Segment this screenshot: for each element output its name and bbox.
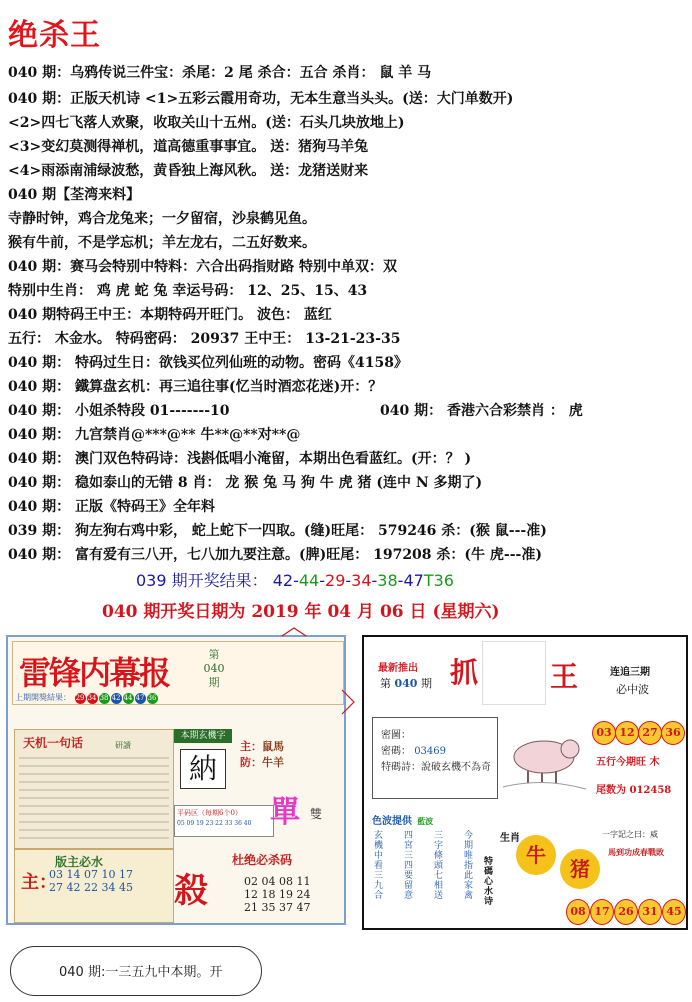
bxs-title: 版主必水	[55, 855, 104, 869]
paper-left-name: 雷锋内幕报	[19, 654, 170, 692]
period-unit: 期	[208, 676, 220, 689]
result-number: -	[293, 571, 299, 590]
p2-name-right: 王	[550, 660, 579, 693]
text-line: <3>变幻莫测得禅机，道高德重事事宜。 送：猪狗马羊兔	[8, 139, 369, 155]
text-line: <2>四七飞落人欢聚，收取关山十五州。(送：石头几块放地上)	[8, 115, 405, 131]
text-line: 寺静时钟，鸡合龙兔来；一夕留宿，沙泉鹤见鱼。	[8, 211, 316, 227]
zodiac-star: 牛	[516, 835, 556, 875]
mashang-text: 馬到功成春戰敗	[608, 847, 664, 857]
prev-ball: 38	[99, 694, 109, 702]
prev-result-row	[15, 692, 158, 704]
number-ball: 31	[638, 899, 662, 925]
text-line: 猴有牛前，不是学忘机；羊左龙右，二五好数来。	[8, 235, 316, 251]
newspaper-right	[362, 635, 688, 930]
poem-column: 四宮三四要留意	[404, 831, 414, 901]
weishu-line: 尾数为 012458	[596, 785, 672, 796]
zodiac-star: 猪	[560, 849, 600, 889]
p2-key-box	[372, 717, 498, 799]
number-ball: 36	[661, 721, 685, 745]
zhu-value: 鼠馬	[262, 740, 284, 753]
text-line: 040 期： 稳如泰山的无错 8 肖： 龙 猴 兔 马 狗 牛 虎 猪 (连中 N 多期了)	[8, 475, 483, 491]
p2-lianzhui: 连追三期	[610, 667, 650, 678]
result-number: 47	[403, 571, 424, 590]
text-line: 039 期： 狗左狗右鸡中彩， 蛇上蛇下一四取。(缝)旺尾： 579246 杀：(猴 鼠---准)	[8, 523, 547, 539]
result-number: 38	[377, 571, 398, 590]
hk-line: 040 期： 香港六合彩禁肖 ： 虎	[380, 403, 583, 419]
sx-big: 殺	[174, 871, 208, 911]
sx-nums	[244, 875, 310, 914]
p2-name-left: 抓	[450, 656, 479, 689]
prev-ball: 44	[123, 694, 133, 702]
cloud-text: 040 期:一三五九中本期。开	[59, 965, 223, 980]
zhu-label: 主：	[240, 740, 262, 753]
text-line: 040 期： 九宫禁肖@***@** 牛**@**对**@	[8, 427, 301, 443]
speech-cloud	[10, 946, 262, 996]
result-number: T36	[423, 571, 454, 590]
bxs-nums-row: 03 14 07 10 17	[49, 868, 133, 881]
p2-blank-box	[482, 641, 546, 705]
tianji-rows-graphic	[19, 752, 169, 842]
result-number: -	[371, 571, 378, 590]
text-line: <4>雨添南浦绿波愁，黄昏独上海风秋。 送：龙猪送财来	[8, 163, 369, 179]
text-line: 040 期特码王中王：本期特码开旺门。 波色： 蓝红	[8, 307, 332, 323]
key-label-3: 特碼詩：	[381, 762, 421, 773]
key-value-3: 說破玄機不為奇	[421, 762, 491, 773]
text-line: 040 期： 鐵算盘玄机：再三追往事(忆当时酒恋花迷)开：？	[8, 379, 383, 395]
pin-box	[174, 805, 274, 837]
shengxiao-label: 生肖	[500, 833, 520, 844]
text-line: 040 期： 小姐杀特段 01-------10	[8, 403, 230, 419]
fang-label: 防：	[240, 756, 262, 769]
yijue-text: 一字記之曰：威	[602, 830, 658, 839]
poem-column: 玄機中看三九合	[374, 831, 384, 901]
result-number: 42	[272, 571, 294, 590]
poem-column: 三字條頭七相送	[434, 831, 444, 901]
number-ball: 26	[614, 899, 638, 925]
red-arrow-decoration	[280, 626, 360, 722]
text-line: 五行： 木金水。 特码密码： 20937 王中王： 13-21-23-35	[8, 331, 401, 347]
result-number: 44	[298, 571, 320, 590]
prev-ball: 47	[135, 694, 145, 702]
key-label-1: 密圖：	[381, 730, 411, 741]
result-line	[136, 568, 454, 591]
wuxing-line: 五行今期旺 木	[596, 757, 660, 768]
p2-period-unit: 期	[420, 677, 432, 690]
prev-ball: 36	[147, 694, 157, 702]
prev-ball: 42	[111, 694, 121, 702]
p2-new-label: 最新推出	[378, 663, 418, 674]
p2-key-lines	[381, 728, 491, 776]
text-line: 040 期： 正版《特码王》全年料	[8, 499, 215, 515]
text-line: 040 期： 澳门双色特码诗：浅斟低唱小淹留，本期出色看蓝红。(开：？ )	[8, 451, 472, 467]
shaxiao-box	[174, 849, 344, 921]
number-ball: 45	[662, 899, 686, 925]
pig-illustration	[498, 717, 588, 795]
plate-char: 納	[180, 749, 226, 789]
result-prefix: 039 期开奖结果：	[136, 571, 268, 590]
p2-period	[380, 675, 432, 691]
tianji-box	[14, 729, 174, 849]
paper-left-period	[199, 648, 229, 696]
sebo-sub: 藍波	[417, 816, 434, 826]
result-number: 29	[325, 571, 346, 590]
key-label-2: 密碼：	[381, 746, 411, 757]
number-ball: 27	[638, 721, 662, 745]
draw-date: 040 期开奖日期为 2019 年 04 月 06 日 (星期六)	[102, 602, 500, 622]
text-line: 040 期： 特码过生日：欲钱买位列仙班的动物。密码《4158》	[8, 355, 408, 371]
bxs-nums-row: 27 42 22 34 45	[49, 881, 133, 894]
bxs-box	[14, 849, 174, 923]
text-line: 040 期：乌鸦传说三件宝：杀尾：2 尾 杀合：五合 杀肖： 鼠 羊 马	[8, 65, 432, 81]
zhu-fang	[240, 739, 284, 771]
tianji-title: 天机一句话	[23, 736, 84, 750]
number-ball: 08	[566, 899, 590, 925]
period-label: 第	[208, 648, 220, 661]
prev-ball: 29	[75, 694, 85, 702]
sx-title: 杜绝必杀码	[232, 853, 293, 867]
text-line: 040 期【荃湾来料】	[8, 187, 141, 203]
page-title: 绝杀王	[8, 18, 101, 53]
sebo-title: 色波提供	[372, 816, 412, 827]
sebo-box	[372, 809, 496, 919]
pin-title: 平码区（每期6个0）	[177, 809, 242, 817]
text-line: 特别中生肖： 鸡 虎 蛇 兔 幸运号码： 12、25、15、43	[8, 283, 368, 299]
fang-value: 牛羊	[262, 756, 284, 769]
poem-column: 今期唯指此家禽	[464, 831, 474, 901]
result-number: 34	[351, 571, 372, 590]
number-ball: 17	[590, 899, 614, 925]
sx-nums-row: 12 18 19 24	[244, 888, 311, 901]
prev-ball: 34	[87, 694, 97, 702]
text-line: 040 期：赛马会特别中特料：六合出码指财路 特别中单双：双	[8, 259, 397, 275]
bxs-label: 主：	[21, 872, 57, 893]
key-value-2: 03469	[414, 746, 446, 757]
pin-nums: 05 09 19 23 22 33 36 40	[177, 820, 252, 827]
tianji-sub: 研讀	[115, 741, 131, 750]
number-ball: 03	[592, 721, 616, 745]
p2-period-num: 040	[394, 677, 418, 690]
prev-label: 上期開獎結果：	[15, 693, 71, 702]
result-number: -	[397, 571, 404, 590]
tema-label: 特碼心水诗	[484, 857, 494, 907]
sx-nums-row: 02 04 08 11	[244, 875, 311, 888]
p2-period-prefix: 第	[380, 677, 391, 690]
result-number: -	[319, 571, 326, 590]
p2-bizhong: 必中波	[616, 683, 649, 696]
number-ball: 12	[615, 721, 639, 745]
shuang-char: 雙	[310, 807, 323, 821]
plate-tag: 本期玄機字	[174, 729, 232, 743]
dan-char: 單	[270, 795, 300, 830]
bxs-nums	[49, 868, 133, 894]
period-num: 040	[203, 662, 225, 675]
text-line: 040 期： 富有爱有三八开，七八加九要注意。(脾)旺尾： 197208 杀：(牛 虎---准)	[8, 547, 542, 563]
result-number: -	[345, 571, 352, 590]
sx-nums-row: 21 35 37 47	[244, 901, 311, 914]
text-line: 040 期：正版天机诗 <1>五彩云霞用奇功，无本生意当头头。(送：大门单数开)	[8, 91, 514, 107]
